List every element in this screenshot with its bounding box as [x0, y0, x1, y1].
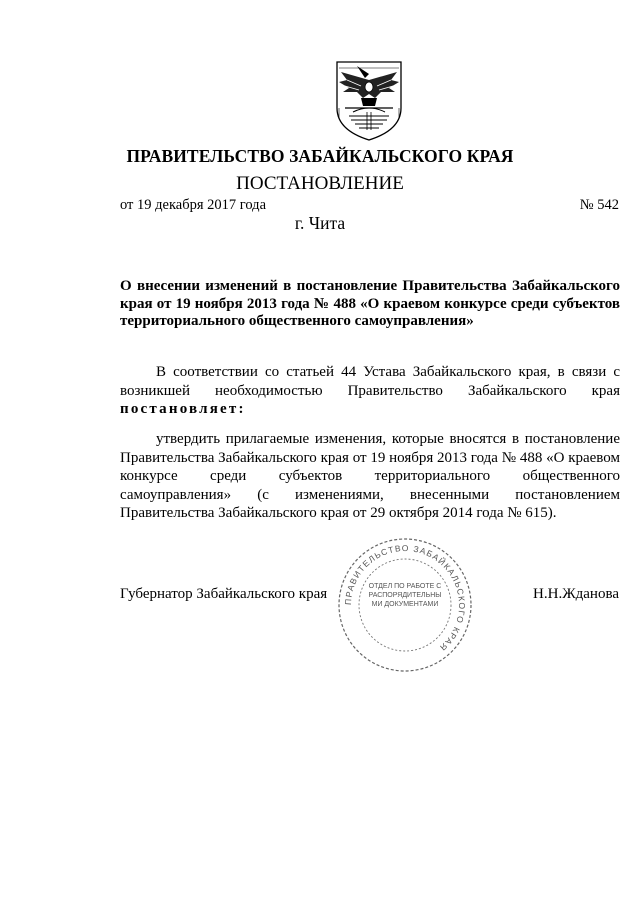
- signatory-position: Губернатор Забайкальского края: [120, 586, 328, 602]
- resolution-colon: :: [238, 401, 246, 417]
- document-number: № 542: [579, 197, 619, 213]
- preamble-text: В соответствии со статьей 44 Устава Забайкальского края, в связи с возникшей необходимостью Правительство Забайкальского края: [120, 364, 620, 399]
- document-city: г. Чита: [294, 213, 346, 233]
- document-type: ПОСТАНОВЛЕНИЕ: [236, 173, 404, 194]
- preamble-paragraph: [120, 363, 620, 419]
- document-subject: О внесении изменений в постановление Правительства Забайкальского края от 19 ноября 2013 года № 488 «О краевом конкурсе среди субъектов территориального общественного самоуправления»: [120, 278, 620, 329]
- government-title: ПРАВИТЕЛЬСТВО ЗАБАЙКАЛЬСКОГО КРАЯ: [126, 146, 514, 166]
- resolution-keyword: постановляет: [120, 401, 239, 417]
- document-date: от 19 декабря 2017 года: [120, 197, 266, 213]
- signatory-name: Н.Н.Жданова: [533, 586, 619, 602]
- resolution-paragraph: утвердить прилагаемые изменения, которые вносятся в постановление Правительства Забайкальского края от 19 ноября 2013 года № 488 «О краевом конкурсе среди субъектов территориального общественного самоуправления» (с изменениями, внесенными постановлением Правительства Забайкальского края от 29 октября 2014 года № 615).: [120, 431, 620, 521]
- official-stamp: [330, 530, 480, 680]
- stamp-inner-text: ОТДЕЛ ПО РАБОТЕ С РАСПОРЯДИТЕЛЬНЫМИ ДОКУМЕНТАМИ: [368, 583, 442, 608]
- coat-of-arms-emblem: [331, 58, 407, 142]
- stamp-outer-text: ПРАВИТЕЛЬСТВО ЗАБАЙКАЛЬСКОГО КРАЯ: [342, 542, 468, 654]
